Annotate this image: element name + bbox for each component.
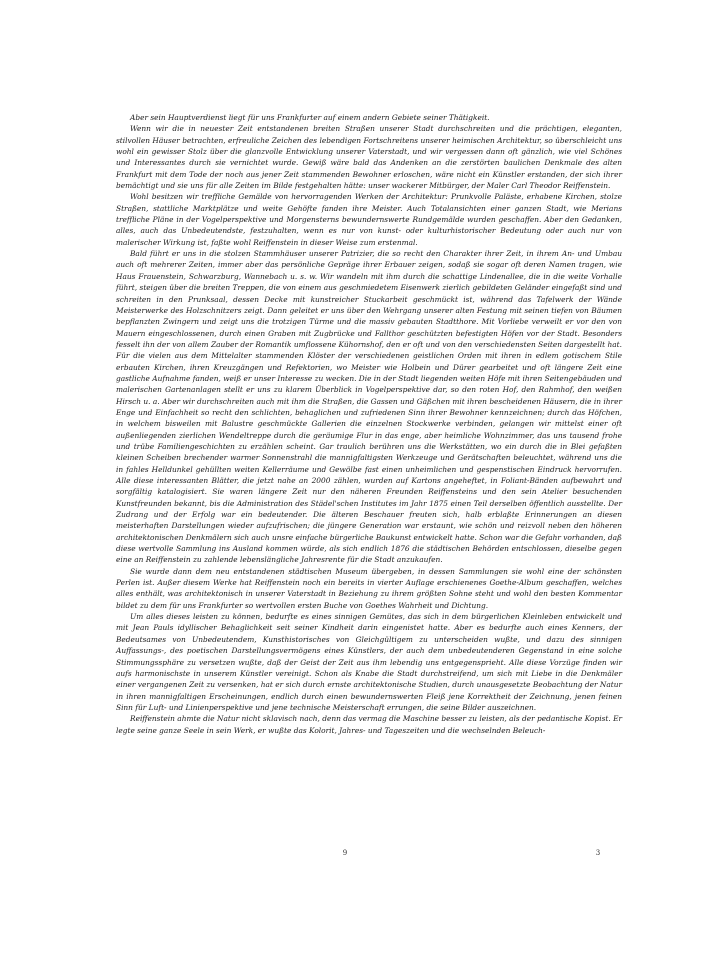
body-text <box>116 112 622 736</box>
paragraph-streets: Wenn wir die in neuester Zeit entstandenen breiten Straßen unserer Stadt durchschreiten und die prächtigen, eleganten, stilvollen Häuser betrachten, erfreuliche Zeichen des lebendigen Fortschreitens unserer heimischen Architektur, so überschleicht uns wohl ein gewisser Stolz über die glanzvolle Entwicklung unserer Vaterstadt, und wir vergessen dann oft gänzlich, wie viel Schönes und Interessantes durch sie vernichtet wurde. Gewiß wäre bald das Andenken an die zerstörten baulichen Denkmale des alten Frankfurt mit dem Tode der noch aus jener Zeit stammenden Bewohner erloschen, wäre nicht ein Künstler erstanden, der sich ihrer bemächtigt und sie uns für alle Zeiten im Bilde festgehalten hätte: unser wackerer Mitbürger, der Maler Carl Theodor Reiffenstein. <box>116 124 622 191</box>
paragraph-patrician-houses: Bald führt er uns in die stolzen Stammhäuser unserer Patrizier, die so recht den Charakter ihrer Zeit, in ihrem An- und Umbau auch oft mehrerer Zeiten, immer aber das persönliche Gepräge ihrer Erbauer zeigen, sodaß sie sogar oft deren Namen tragen, wie Haus Frauenstein, Schwarzburg, Wannebach u. s. w. Wir wandeln mit ihm durch die schattige Lindenallee, die in die weite Vorhalle führt, steigen über die breiten Treppen, die von einem aus geschmiedetem Eisenwerk zierlich gebildeten Geländer eingefaßt sind und schreiten in den Prunksaal, dessen Decke mit kunstreicher Stuckarbeit geschmückt ist, während das Tafelwerk der Wände Meisterwerke des Holzschnitzers zeigt. Dann geleitet er uns über den Wehrgang unserer alten Festung mit seinen tiefen von Bäumen bepflanzten Zwingern und zeigt uns die trotzigen Türme und die massiv gebauten Stadtthore. Mit Vorliebe verweilt er vor den von Mauern eingeschlossenen, durch einen Graben mit Zugbrücke und Fallthor geschützten befestigten Höfen vor der Stadt. Besonders fesselt ihn der von allem Zauber der Romantik umflossene Kühornshof, den er oft und von den verschiedensten Seiten dargestellt hat. Für die vielen aus dem Mittelalter stammenden Klöster der verschiedenen geistlichen Orden mit ihren in edlem gotischem Stile erbauten Kirchen, ihren Kreuzgängen und Refektorien, wo Meister wie Holbein und Dürer gearbeitet und oft längere Zeit eine gastliche Aufnahme fanden, weiß er unser Interesse zu wecken. Die in der Stadt liegenden weiten Höfe mit ihren Seitengebäuden und malerischen Gartenanlagen stellt er uns zu klarem Überblick in Vogelperspektive dar, so den roten Hof, den Rahmhof, den weißen Hirsch u. a. Aber wir durchschreiten auch mit ihm die Straßen, die Gassen und Gäßchen mit ihren bescheidenen Häusern, die in ihrer Enge und Einfachheit so recht den schlichten, behaglichen und zufriedenen Sinn ihrer Bewohner kennzeichnen; durch das Höfchen, in welchem bisweilen mit Balustre geschmückte Gallerien die einzelnen Stockwerke verbinden, gelangen wir mittelst einer oft außenliegenden zierlichen Wendeltreppe durch die geräumige Flur in das enge, aber heimliche Wohnzimmer, das uns tausend frohe und trübe Familiengeschichten zu erzählen scheint. Gar traulich berühren uns die Werkstätten, wo ein durch die in Blei gefaßten kleinen Scheiben brechender warmer Sonnenstrahl die mannigfaltigsten Werkzeuge und Gerätschaften beleuchtet, während uns die in fahles Helldunkel gehüllten weiten Kellerräume und Gewölbe fast einen unheimlichen und gespenstischen Eindruck hervorrufen. Alle diese interessanten Blätter, die jetzt nahe an 2000 zählen, wurden auf Kartons angeheftet, in Foliant-Bänden aufbewahrt und sorgfältig katalogisiert. Sie waren längere Zeit nur den näheren Freunden Reiffensteins und den sein Atelier besuchenden Kunstfreunden bekannt, bis die Administration des Städel'schen Institutes im Jahr 1875 einen Teil derselben öffentlich ausstellte. Der Zudrang und der Erfolg war ein bedeutender. Die älteren Beschauer freuten sich, halb erblaßte Erinnerungen an diesen meisterhaften Darstellungen wieder aufzufrischen; die jüngere Generation war erstaunt, wie schön und reizvoll neben den höheren architektonischen Denkmälern sich auch unsre einfache bürgerliche Baukunst entwickelt hatte. Schon war die Gefahr vorhanden, daß diese wertvolle Sammlung ins Ausland kommen würde, als sich endlich 1876 die städtischen Behörden entschlossen, dieselbe gegen eine an Reiffenstein zu zahlende lebenslängliche Jahresrente für die Stadt anzukaufen. <box>116 249 622 565</box>
paragraph-intro: Aber sein Hauptverdienst liegt für uns Frankfurter auf einem andern Gebiete seiner Thätigkeit. <box>130 113 490 122</box>
paragraph-museum: Sie wurde dann dem neu entstandenen städtischen Museum übergeben, in dessen Sammlungen sie wohl eine der schönsten Perlen ist. Außer diesem Werke hat Reiffenstein noch ein bereits in vierter Auflage erschienenes Goethe-Album geschaffen, welches alles enthält, was architektonisch in unserer Vaterstadt in Beziehung zu ihrem größten Sohne steht und wohl den besten Kommentar bildet zu dem für uns Frankfurter so wertvollen ersten Buche von Goethes Wahrheit und Dichtung. <box>116 566 622 610</box>
paragraph-nature: Reiffenstein ahmte die Natur nicht sklavisch nach, denn das vermag die Maschine besser zu leisten, als der pedantische Kopist. Er legte seine ganze Seele in sein Werk, er wußte das Kolorit, Jahres- und Tageszeiten und die wechselnden Beleuch- <box>116 714 622 735</box>
page-number: 9 <box>342 849 348 857</box>
paragraph-talent: Um alles dieses leisten zu können, bedurfte es eines sinnigen Gemütes, das sich in dem bürgerlichen Kleinleben entwickelt und mit Jean Pauls idyllischer Behaglichkeit seit seiner Kindheit darin eingenistet hatte. Aber es bedurfte auch eines Kenners, der Bedeutsames von Unbedeutendem, Kunsthistorisches von Gleichgültigem zu unterscheiden wußte, und dazu des sinnigen Auffassungs-, des poetischen Darstellungsvermögens eines Künstlers, der auch dem unbedeutenderen Gegenstand in eine solche Stimmungssphäre zu versetzen wußte, daß der Geist der Zeit aus ihm lebendig uns entgegensprieht. Alle diese Vorzüge finden wir aufs harmonischste in unserem Künstler vereinigt. Schon als Knabe die Stadt durchstreifend, um sich mit Liebe in die Denkmäler einer vergangenen Zeit zu versenken, hat er sich durch ernste architektonische Studien, durch unausgesetzte Beobachtung der Natur in ihren mannigfaltigen Erscheinungen, endlich durch einen bewundernswerten Fleiß jene Korrektheit der Zeichnung, jenen feinen Sinn für Luft- und Linienperspektive und jene technische Meisterschaft errungen, die seine Bilder auszeichnen. <box>116 612 622 712</box>
paragraph-paintings: Wohl besitzen wir treffliche Gemälde von hervorragenden Werken der Architektur: Prunkvolle Paläste, erhabene Kirchen, stolze Straßen, stattliche Marktplätze und weite Gehöfte fanden ihre Meister. Auch Totalansichten einer ganzen Stadt, wie Merians treffliche Pläne in der Vogelperspektive und Morgensterns bewundernswerte Rundgemälde wurden geschaffen. Aber den Gedanken, alles, auch das Unbedeutendste, festzuhalten, wenn es nur von kunst- oder kulturhistorischer Bedeutung oder auch nur von malerischer Wirkung ist, faßte wohl Reiffenstein in dieser Weise zum erstenmal. <box>116 192 622 247</box>
signature-mark: 3 <box>595 849 601 857</box>
